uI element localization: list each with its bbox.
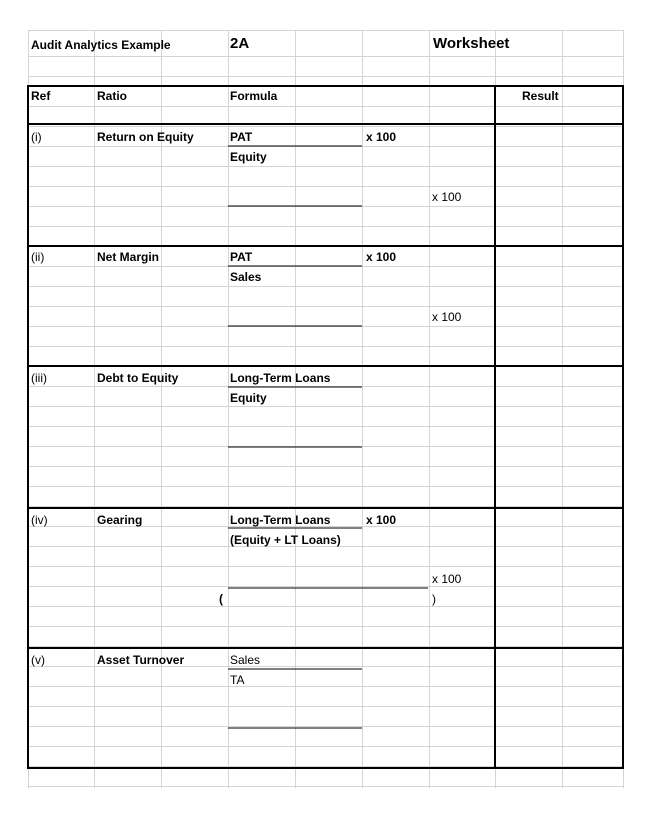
formula-numerator: Long-Term Loans <box>230 371 331 385</box>
sheet-name: Worksheet <box>433 35 510 52</box>
formula-denominator: Equity <box>230 391 267 405</box>
formula-multiplier: x 100 <box>366 250 397 264</box>
fraction-lines <box>228 146 428 728</box>
formula-numerator: PAT <box>230 250 253 264</box>
ratio-name: Return on Equity <box>97 130 194 144</box>
column-header-ref: Ref <box>31 89 51 103</box>
formula-multiplier: x 100 <box>366 513 397 527</box>
worksheet-multiplier: x 100 <box>432 310 462 324</box>
ratio-name: Gearing <box>97 513 143 527</box>
worksheet-multiplier: x 100 <box>432 572 462 586</box>
formula-denominator: (Equity + LT Loans) <box>230 533 341 547</box>
formula-multiplier: x 100 <box>366 130 397 144</box>
formula-numerator: Sales <box>230 653 261 667</box>
ratio-ref: (v) <box>31 653 45 667</box>
sheet-code: 2A <box>230 35 250 52</box>
ratio-name: Net Margin <box>97 250 160 264</box>
ratio-name: Debt to Equity <box>97 371 179 385</box>
close-parenthesis: ) <box>432 592 436 606</box>
sheet-title: Audit Analytics Example <box>31 38 171 52</box>
formula-denominator: Equity <box>230 150 267 164</box>
formula-denominator: Sales <box>230 270 262 284</box>
ratio-ref: (iv) <box>31 513 48 527</box>
worksheet-multiplier: x 100 <box>432 190 462 204</box>
ratio-ref: (i) <box>31 130 42 144</box>
column-header-ratio: Ratio <box>97 89 127 103</box>
formula-numerator: Long-Term Loans <box>230 513 331 527</box>
formula-denominator: TA <box>230 673 245 687</box>
column-header-result: Result <box>522 89 559 103</box>
ratio-ref: (ii) <box>31 250 45 264</box>
ratio-ref: (iii) <box>31 371 47 385</box>
open-parenthesis: ( <box>219 592 223 606</box>
ratio-name: Asset Turnover <box>97 653 185 667</box>
formula-numerator: PAT <box>230 130 253 144</box>
column-header-formula: Formula <box>230 89 278 103</box>
